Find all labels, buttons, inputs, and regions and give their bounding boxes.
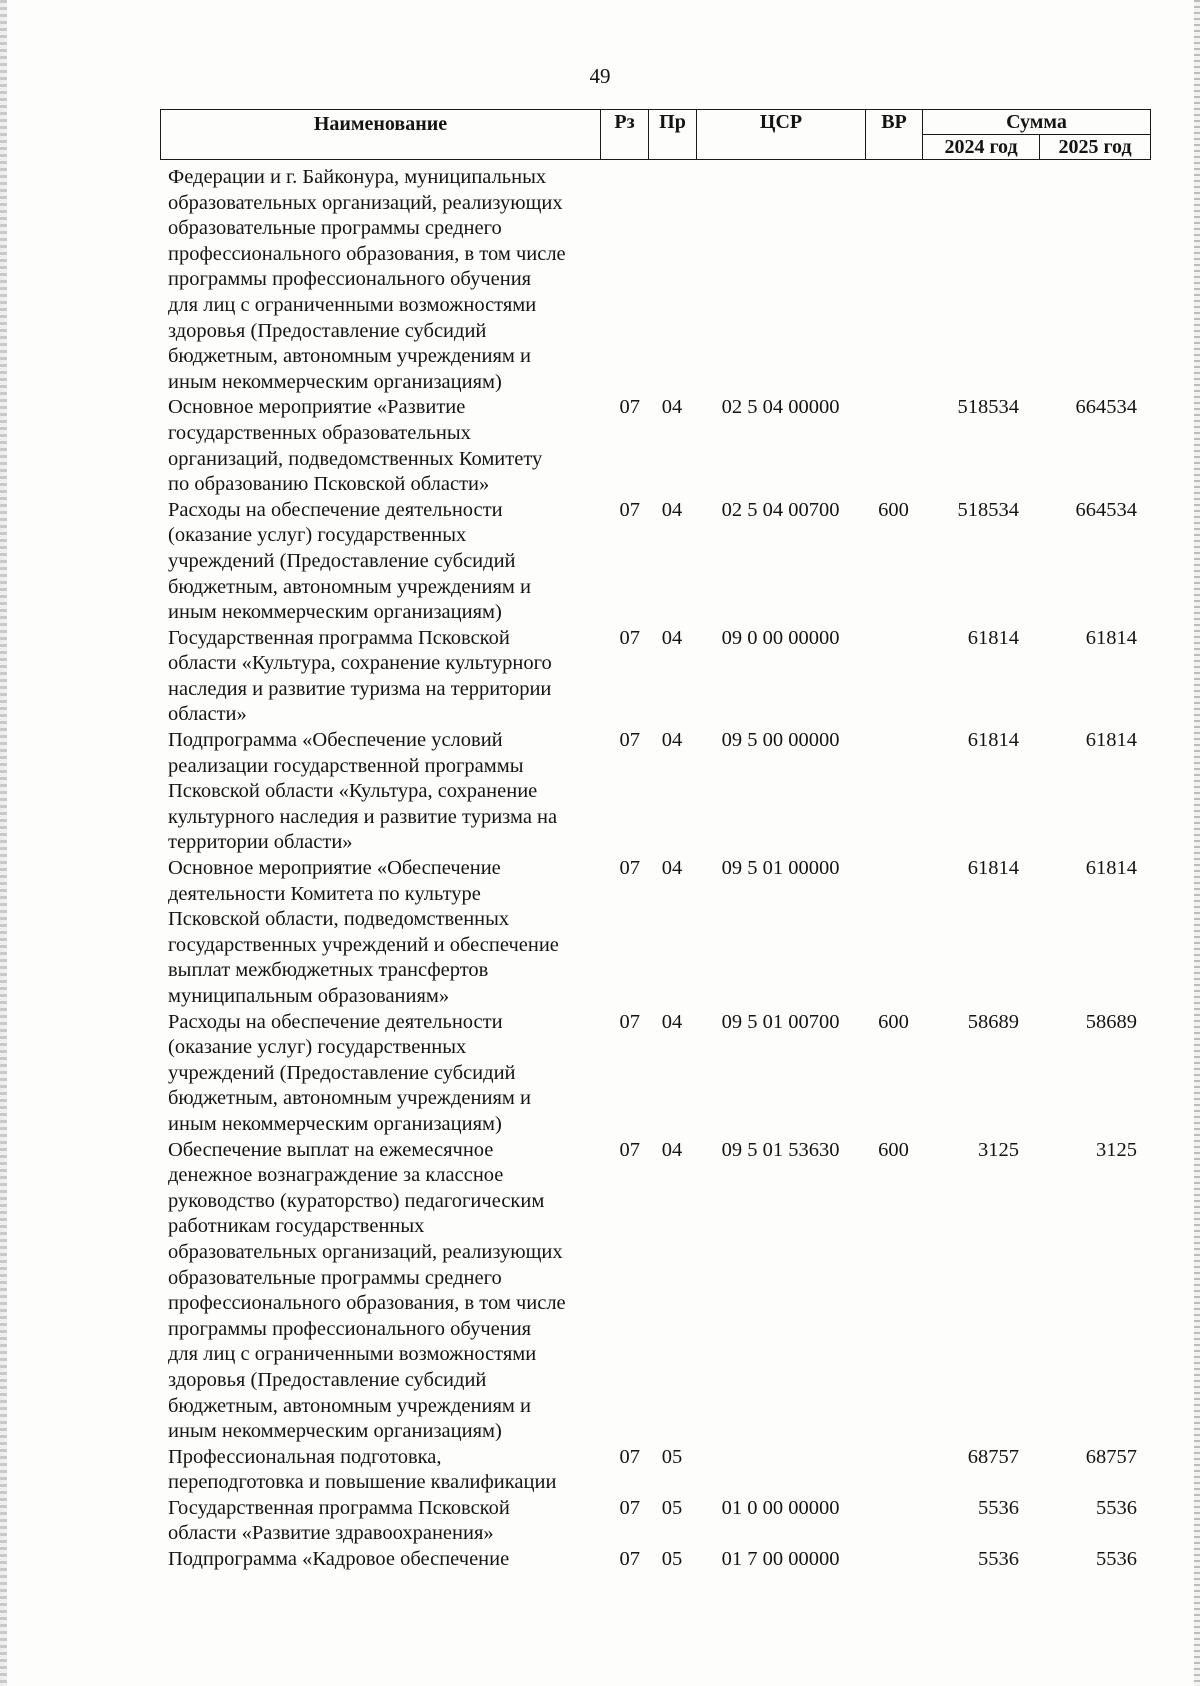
row-name [160, 1547, 600, 1573]
row-name-line: Федерации и г. Байконура, муниципальных [168, 166, 547, 188]
row-name-line: иным некоммерческим организациям) [168, 601, 502, 624]
row-vr: 600 [878, 1010, 909, 1033]
row-sum-2025: 61814 [1085, 729, 1137, 752]
row-sum-2024: 5536 [978, 1496, 1019, 1519]
row-csr: 02 5 04 00000 [721, 396, 840, 419]
row-name-line: деятельности Комитета по культуре [168, 882, 481, 905]
row-sum-2024: 518534 [957, 396, 1019, 419]
row-rz: 07 [619, 498, 640, 521]
row-sum-2024: 61814 [967, 729, 1019, 752]
row-sum-2025: 61814 [1085, 626, 1137, 649]
row-pr: 04 [661, 498, 683, 521]
row-pr: 04 [661, 396, 683, 419]
row-pr: 05 [661, 1445, 683, 1468]
row-name-line: для лиц с ограниченными возможностями [168, 293, 537, 316]
row-sum-2024: 61814 [967, 626, 1019, 649]
row-vr [865, 1547, 922, 1573]
row-name [160, 856, 600, 1010]
row-pr: 04 [661, 729, 683, 752]
table-row [160, 856, 1150, 1010]
row-name-line: бюджетным, автономным учреждениям и [168, 1087, 531, 1110]
row-sum-2024: 58689 [967, 1010, 1019, 1033]
row-name-line: организаций, подведомственных Комитету [168, 447, 543, 470]
row-name-line: бюджетным, автономным учреждениям и [168, 575, 531, 598]
row-name-line: (оказание услуг) государственных [168, 524, 467, 547]
row-name-line: образовательные программы среднего [168, 1266, 502, 1289]
row-rz: 07 [619, 626, 640, 649]
row-name-line: профессионального образования, в том числе [168, 242, 566, 265]
row-name-line: Подпрограмма «Обеспечение условий [168, 729, 503, 752]
table-body [160, 165, 1150, 1573]
row-sum-2025: 5536 [1096, 1548, 1137, 1571]
row-name [160, 1138, 600, 1445]
row-name-line: по образованию Псковской области» [168, 473, 490, 496]
row-sum-2024: 61814 [967, 857, 1019, 880]
row-csr: 09 0 00 00000 [721, 626, 840, 649]
row-vr: 600 [878, 1138, 909, 1161]
row-name-line: наследия и развитие туризма на территории [168, 677, 552, 700]
row-name-line: иным некоммерческим организациям) [168, 370, 502, 393]
row-pr: 04 [661, 1010, 683, 1033]
row-pr [648, 165, 696, 395]
row-name-line: области «Развитие здравоохранения» [168, 1522, 494, 1545]
row-sum-2024: 3125 [978, 1138, 1019, 1161]
row-csr [696, 1445, 865, 1496]
row-name-line: иным некоммерческим организациям) [168, 1420, 502, 1443]
row-vr [865, 1496, 922, 1547]
row-rz: 07 [619, 1548, 640, 1571]
row-pr: 04 [661, 1138, 683, 1161]
row-vr [865, 165, 922, 395]
scan-edge-left [0, 0, 7, 1686]
row-vr [865, 1445, 922, 1496]
row-sum-2024: 518534 [957, 498, 1019, 521]
table-row [160, 1445, 1150, 1496]
row-rz: 07 [619, 1445, 640, 1468]
row-name-line: Расходы на обеспечение деятельности [168, 498, 503, 521]
row-rz: 07 [619, 396, 640, 419]
row-name-line: государственных образовательных [168, 421, 471, 444]
row-name-line: культурного наследия и развитие туризма на [168, 805, 558, 828]
row-sum-2025: 5536 [1096, 1496, 1137, 1519]
row-pr: 04 [661, 857, 683, 880]
row-name-line: реализации государственной программы [168, 754, 524, 777]
row-name-line: Государственная программа Псковской [168, 1496, 510, 1519]
row-name-line: Расходы на обеспечение деятельности [168, 1010, 503, 1033]
row-csr: 09 5 01 00000 [721, 857, 840, 880]
row-name-line: Основное мероприятие «Развитие [168, 396, 466, 419]
row-name-line: профессионального образования, в том числе [168, 1292, 566, 1315]
row-rz [600, 165, 648, 395]
page-number: 49 [589, 64, 611, 88]
row-sum-2025: 664534 [1075, 498, 1137, 521]
row-sum-2025 [1039, 165, 1150, 395]
row-pr: 05 [661, 1548, 683, 1571]
header-csr: ЦСР [697, 110, 866, 160]
header-year-2025: 2025 год [1040, 135, 1151, 160]
table-row [160, 728, 1150, 856]
row-name-line: иным некоммерческим организациям) [168, 1112, 502, 1135]
table-row [160, 165, 1150, 395]
row-name [160, 395, 600, 497]
row-name-line: образовательные программы среднего [168, 217, 502, 240]
header-rz: Рз [601, 110, 649, 160]
row-rz: 07 [619, 1010, 640, 1033]
header-pr: Пр [649, 110, 697, 160]
header-name: Наименование [161, 110, 601, 160]
row-sum-2025: 68757 [1085, 1445, 1137, 1468]
row-name-line: учреждений (Предоставление субсидий [168, 1061, 516, 1084]
row-name [160, 1445, 600, 1496]
row-rz: 07 [619, 1496, 640, 1519]
row-name [160, 165, 600, 395]
row-name-line: Псковской области «Культура, сохранение [168, 780, 538, 803]
table-row [160, 1010, 1150, 1138]
row-vr [865, 395, 922, 497]
header-vr: ВР [866, 110, 923, 160]
row-csr [696, 165, 865, 395]
row-name-line: здоровья (Предоставление субсидий [168, 319, 487, 342]
row-rz: 07 [619, 857, 640, 880]
row-name-line: бюджетным, автономным учреждениям и [168, 1394, 531, 1417]
row-sum-2025: 61814 [1085, 857, 1137, 880]
table-header [160, 109, 1151, 160]
row-vr: 600 [878, 498, 909, 521]
row-name [160, 728, 600, 856]
row-pr: 04 [661, 626, 683, 649]
table-row [160, 498, 1150, 626]
row-name-line: здоровья (Предоставление субсидий [168, 1368, 487, 1391]
row-name-line: для лиц с ограниченными возможностями [168, 1343, 537, 1366]
row-rz: 07 [619, 1138, 640, 1161]
row-name-line: образовательных организаций, реализующих [168, 1240, 563, 1263]
row-name-line: Государственная программа Псковской [168, 626, 510, 649]
row-name-line: выплат межбюджетных трансфертов [168, 959, 489, 982]
row-csr: 09 5 01 53630 [721, 1138, 840, 1161]
row-name-line: территории области» [168, 831, 353, 854]
row-csr: 01 0 00 00000 [721, 1496, 840, 1519]
row-sum-2025: 3125 [1096, 1138, 1137, 1161]
row-pr: 05 [661, 1496, 683, 1519]
table-row [160, 1547, 1150, 1573]
row-name-line: образовательных организаций, реализующих [168, 191, 563, 214]
table-row [160, 395, 1150, 497]
row-csr: 01 7 00 00000 [721, 1548, 840, 1571]
row-vr [865, 856, 922, 1010]
table-row [160, 1138, 1150, 1445]
row-sum-2025: 664534 [1075, 396, 1137, 419]
scan-edge-right [1194, 0, 1200, 1686]
row-name-line: денежное вознаграждение за классное [168, 1164, 504, 1187]
table-row [160, 1496, 1150, 1547]
row-name-line: Профессиональная подготовка, [168, 1445, 442, 1468]
row-name-line: бюджетным, автономным учреждениям и [168, 345, 531, 368]
table-row [160, 626, 1150, 728]
row-csr: 02 5 04 00700 [721, 498, 840, 521]
row-vr [865, 728, 922, 856]
row-csr: 09 5 00 00000 [721, 729, 840, 752]
header-sum: Сумма [923, 110, 1151, 135]
row-name [160, 1010, 600, 1138]
row-name-line: государственных учреждений и обеспечение [168, 933, 559, 956]
row-name-line: Псковской области, подведомственных [168, 908, 510, 931]
row-name-line: Основное мероприятие «Обеспечение [168, 857, 501, 880]
row-vr [865, 626, 922, 728]
row-name-line: Обеспечение выплат на ежемесячное [168, 1138, 494, 1161]
row-name [160, 498, 600, 626]
row-name-line: Подпрограмма «Кадровое обеспечение [168, 1548, 510, 1571]
row-sum-2025: 58689 [1085, 1010, 1137, 1033]
row-name [160, 626, 600, 728]
row-name [160, 1496, 600, 1547]
row-sum-2024: 5536 [978, 1548, 1019, 1571]
row-name-line: (оказание услуг) государственных [168, 1036, 467, 1059]
row-sum-2024: 68757 [967, 1445, 1019, 1468]
header-year-2024: 2024 год [923, 135, 1040, 160]
row-name-line: программы профессионального обучения [168, 268, 532, 291]
row-name-line: области «Культура, сохранение культурного [168, 652, 552, 675]
row-name-line: муниципальным образованиям» [168, 985, 450, 1007]
row-name-line: программы профессионального обучения [168, 1317, 532, 1340]
row-name-line: переподготовка и повышение квалификации [168, 1471, 557, 1494]
row-rz: 07 [619, 729, 640, 752]
row-sum-2024 [922, 165, 1039, 395]
row-name-line: работникам государственных [168, 1215, 425, 1238]
row-name-line: руководство (кураторство) педагогическим [168, 1189, 545, 1212]
row-csr: 09 5 01 00700 [721, 1010, 840, 1033]
row-name-line: учреждений (Предоставление субсидий [168, 549, 516, 572]
row-name-line: области» [168, 703, 247, 726]
